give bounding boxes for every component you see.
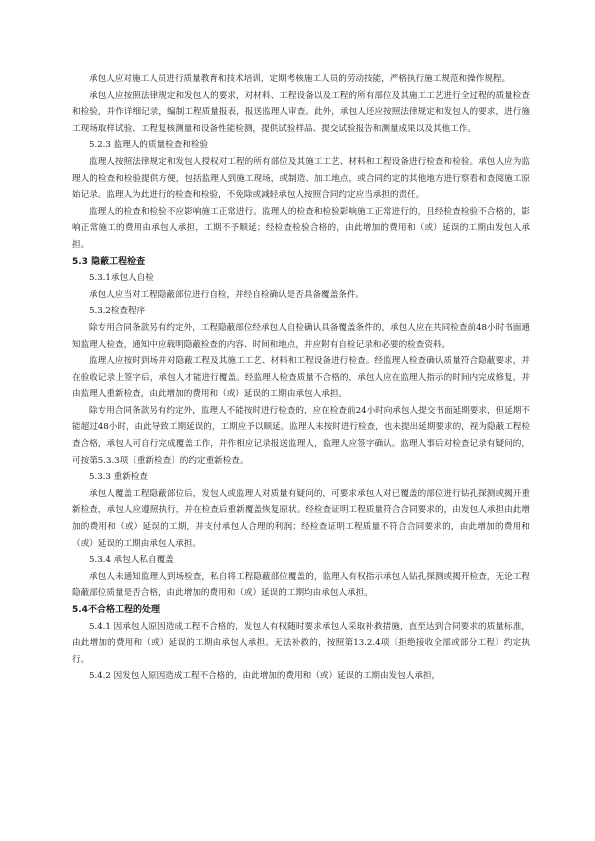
paragraph: 承包人应当对工程隐蔽部位进行自检，并经自检确认是否具备覆盖条件。	[89, 289, 365, 300]
subsection-heading: 5.3.2检查程序	[89, 306, 146, 317]
paragraph: 承包人应对施工人员进行质量教育和技术培训，定期考核施工人员的劳动技能，严格执行施工规范和操作规程。	[89, 74, 511, 84]
subsection-heading: 5.2.3 监理人的质量检查和检验	[89, 140, 209, 151]
paragraph: 监理人应按时到场并对隐蔽工程及其施工工艺、材料和工程设备进行检查。经监理人检查确认质量符合隐蔽要求，并在验收记录上签字后，承包人才能进行覆盖。经监理人检查质量不合格的，承包人应在监理人指示的时间内完成修复，并由监理人重新检查，由此增加的费用和（或）延误的工期由承包人承担。	[72, 356, 530, 400]
subsection-heading: 5.3.3 重新检查	[89, 472, 148, 483]
paragraph: 承包人应按照法律规定和发包人的要求，对材料、工程设备以及工程的所有部位及其施工工艺进行全过程的质量检查和检验，并作详细记录，编制工程质量报表，报送监理人审查。此外，承包人还应按照法律规定和发包人的要求，进行施工现场取样试验、工程复核测量和设备性能检测，提供试验样品、提交试验报告和测量成果以及其他工作。	[72, 90, 530, 134]
paragraph: 承包人覆盖工程隐蔽部位后，发包人或监理人对质量有疑问的，可要求承包人对已覆盖的部位进行钻孔探测或揭开重新检查，承包人应遵照执行，并在检查后重新覆盖恢复原状。经检查证明工程质量符合合同要求的，由发包人承担由此增加的费用和（或）延误的工期，并支付承包人合理的利润；经检查证明工程质量不符合合同要求的，由此增加的费用和（或）延误的工期由承包人承担。	[72, 488, 530, 549]
paragraph: 监理人的检查和检验不应影响施工正常进行。监理人的检查和检验影响施工正常进行的，且经检查检验不合格的，影响正常施工的费用由承包人承担，工期不予顺延；经检查检验合格的，由此增加的费用和（或）延误的工期由发包人承担。	[72, 206, 530, 250]
paragraph: 5.4.2 因发包人原因造成工程不合格的，由此增加的费用和（或）延误的工期由发包人承担，	[89, 671, 441, 682]
section-heading: 5.3 隐蔽工程检查	[72, 256, 146, 267]
paragraph: 承包人未通知监理人到场检查，私自将工程隐蔽部位覆盖的，监理人有权指示承包人钻孔探测或揭开检查，无论工程隐蔽部位质量是否合格，由此增加的费用和（或）延误的工期均由承包人承担。	[72, 571, 530, 599]
section-heading: 5.4不合格工程的处理	[72, 605, 160, 615]
paragraph: 除专用合同条款另有约定外，监理人不能按时进行检查的，应在检查前24小时向承包人提交书面延期要求，但延期不能超过48小时，由此导致工期延误的，工期应予以顺延。监理人未按时进行检查，也未提出延期要求的，视为隐蔽工程检查合格，承包人可自行完成覆盖工作，并作相应记录报送监理人，监理人应签字确认。监理人事后对检查记录有疑问的，可按第5.3.3项〔重新检查〕的约定重新检查。	[72, 405, 530, 466]
subsection-heading: 5.3.4 承包人私自覆盖	[89, 555, 174, 566]
document-body	[72, 71, 530, 685]
paragraph: 5.4.1 因承包人原因造成工程不合格的，发包人有权随时要求承包人采取补救措施，直至达到合同要求的质量标准，由此增加的费用和（或）延误的工期由承包人承担。无法补救的，按照第13.2.4项〔拒绝接收全部或部分工程〕约定执行。	[72, 621, 530, 665]
paragraph: 除专用合同条款另有约定外，工程隐蔽部位经承包人自检确认具备覆盖条件的，承包人应在共同检查前48小时书面通知监理人检查，通知中应载明隐蔽检查的内容、时间和地点，并应附有自检记录和必要的检查资料。	[72, 322, 530, 350]
paragraph: 监理人按照法律规定和发包人授权对工程的所有部位及其施工工艺、材料和工程设备进行检查和检验。承包人应为监理人的检查和检验提供方便，包括监理人到施工现场，或制造、加工地点，或合同约定的其他地方进行察看和查阅施工原始记录。监理人为此进行的检查和检验，不免除或减轻承包人按照合同约定应当承担的责任。	[72, 156, 530, 201]
subsection-heading: 5.3.1承包人自检	[89, 273, 154, 284]
